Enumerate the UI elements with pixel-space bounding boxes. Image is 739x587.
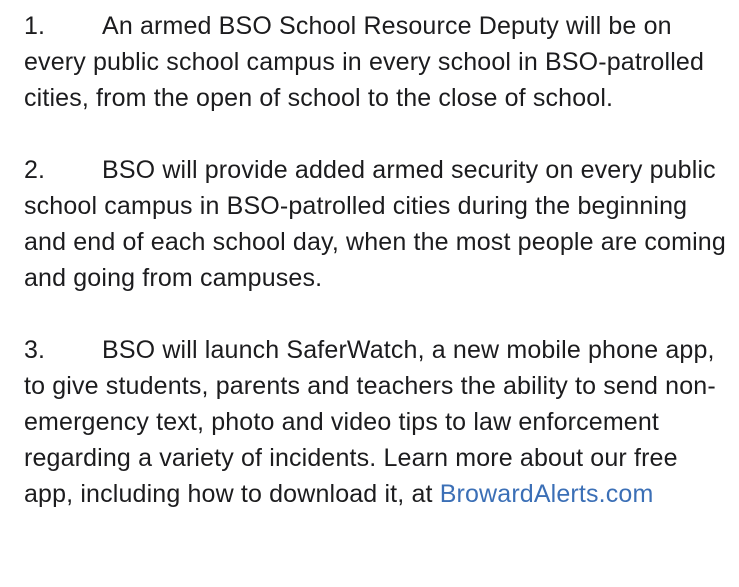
broward-alerts-link[interactable]: BrowardAlerts.com [439,480,654,508]
announcement-list [24,8,730,512]
item-number: 1. [24,12,46,40]
list-item-1 [24,8,730,116]
list-item-3 [24,332,730,512]
item-number: 2. [24,156,46,184]
item-text: An armed BSO School Resource Deputy will be on every public school campus in every school in BSO-patrolled cities, from the open of school to the close of school. [24,12,705,112]
item-text: BSO will provide added armed security on every public school campus in BSO-patrolled cities during the beginning and end of each school day, when the most people are coming and going from campuses. [24,156,726,292]
item-text: BSO will launch SaferWatch, a new mobile phone app, to give students, parents and teachers the ability to send non-emergency text, photo and video tips to law enforcement regarding a variety of incidents. Learn more about our free app, including how to download it, at [24,336,716,508]
list-item-2 [24,152,730,296]
item-number: 3. [24,336,46,364]
